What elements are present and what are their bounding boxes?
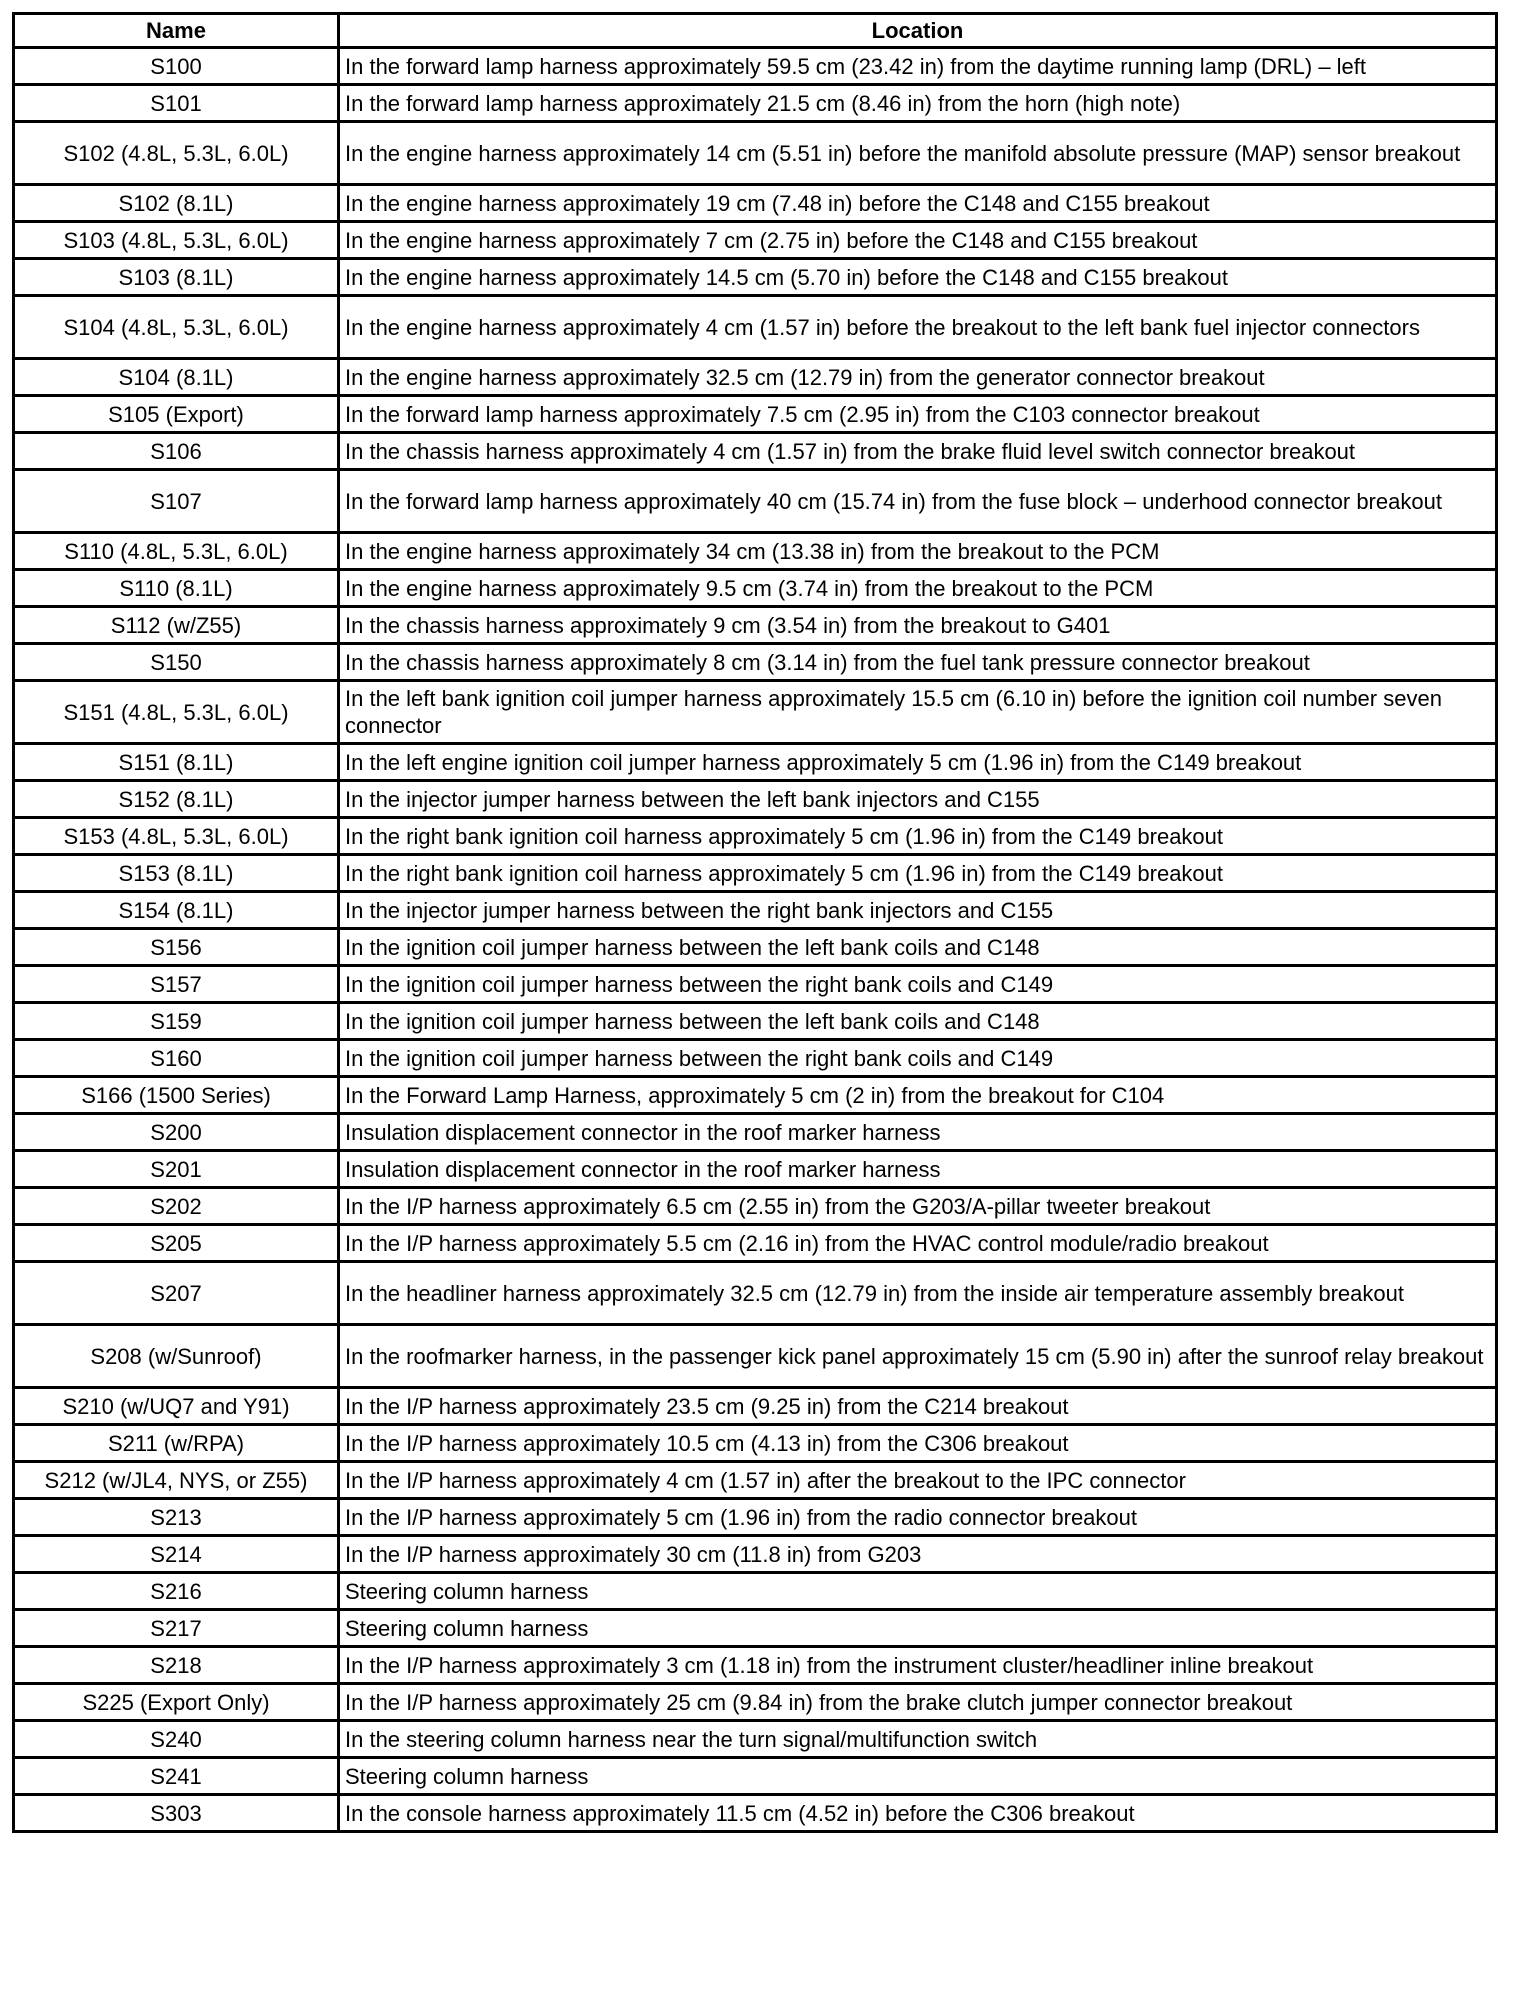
splice-location-cell: Steering column harness: [339, 1758, 1497, 1795]
splice-name-cell: S104 (4.8L, 5.3L, 6.0L): [14, 296, 339, 359]
table-row: [14, 1573, 1497, 1610]
splice-name-cell: S240: [14, 1721, 339, 1758]
table-row: [14, 607, 1497, 644]
table-row: [14, 681, 1497, 744]
table-row: [14, 1462, 1497, 1499]
splice-location-cell: In the right bank ignition coil harness approximately 5 cm (1.96 in) from the C149 breakout: [339, 855, 1497, 892]
splice-name-cell: S103 (8.1L): [14, 259, 339, 296]
splice-location-cell: In the I/P harness approximately 5 cm (1.96 in) from the radio connector breakout: [339, 1499, 1497, 1536]
splice-location-cell: In the I/P harness approximately 3 cm (1.18 in) from the instrument cluster/headliner inline breakout: [339, 1647, 1497, 1684]
splice-location-cell: In the I/P harness approximately 25 cm (9.84 in) from the brake clutch jumper connector breakout: [339, 1684, 1497, 1721]
table-row: [14, 533, 1497, 570]
splice-location-cell: In the injector jumper harness between the right bank injectors and C155: [339, 892, 1497, 929]
splice-location-cell: In the ignition coil jumper harness between the right bank coils and C149: [339, 966, 1497, 1003]
splice-name-cell: S241: [14, 1758, 339, 1795]
splice-location-cell: In the ignition coil jumper harness between the right bank coils and C149: [339, 1040, 1497, 1077]
table-row: [14, 1262, 1497, 1325]
splice-location-cell: In the forward lamp harness approximately 59.5 cm (23.42 in) from the daytime running lamp (DRL) – left: [339, 48, 1497, 85]
table-row: [14, 296, 1497, 359]
splice-name-cell: S152 (8.1L): [14, 781, 339, 818]
splice-location-cell: In the I/P harness approximately 23.5 cm (9.25 in) from the C214 breakout: [339, 1388, 1497, 1425]
splice-location-cell: In the console harness approximately 11.5 cm (4.52 in) before the C306 breakout: [339, 1795, 1497, 1832]
splice-location-cell: In the engine harness approximately 4 cm (1.57 in) before the breakout to the left bank fuel injector connectors: [339, 296, 1497, 359]
table-row: [14, 818, 1497, 855]
splice-name-cell: S100: [14, 48, 339, 85]
table-row: [14, 433, 1497, 470]
table-row: [14, 570, 1497, 607]
splice-location-cell: In the left engine ignition coil jumper harness approximately 5 cm (1.96 in) from the C149 breakout: [339, 744, 1497, 781]
splice-location-cell: In the forward lamp harness approximately 40 cm (15.74 in) from the fuse block – underhood connector breakout: [339, 470, 1497, 533]
splice-location-table: [12, 12, 1498, 1833]
table-row: [14, 1536, 1497, 1573]
table-row: [14, 259, 1497, 296]
table-row: [14, 1151, 1497, 1188]
splice-name-cell: S101: [14, 85, 339, 122]
splice-name-cell: S106: [14, 433, 339, 470]
splice-location-cell: In the engine harness approximately 7 cm (2.75 in) before the C148 and C155 breakout: [339, 222, 1497, 259]
splice-location-cell: In the I/P harness approximately 10.5 cm (4.13 in) from the C306 breakout: [339, 1425, 1497, 1462]
splice-location-cell: Steering column harness: [339, 1573, 1497, 1610]
splice-name-cell: S208 (w/Sunroof): [14, 1325, 339, 1388]
splice-name-cell: S107: [14, 470, 339, 533]
splice-location-cell: In the chassis harness approximately 9 cm (3.54 in) from the breakout to G401: [339, 607, 1497, 644]
splice-location-cell: In the engine harness approximately 14.5 cm (5.70 in) before the C148 and C155 breakout: [339, 259, 1497, 296]
splice-location-cell: In the Forward Lamp Harness, approximately 5 cm (2 in) from the breakout for C104: [339, 1077, 1497, 1114]
table-row: [14, 966, 1497, 1003]
splice-location-cell: In the ignition coil jumper harness between the left bank coils and C148: [339, 929, 1497, 966]
table-row: [14, 222, 1497, 259]
splice-name-cell: S225 (Export Only): [14, 1684, 339, 1721]
splice-name-cell: S151 (4.8L, 5.3L, 6.0L): [14, 681, 339, 744]
splice-location-cell: Steering column harness: [339, 1610, 1497, 1647]
splice-name-cell: S210 (w/UQ7 and Y91): [14, 1388, 339, 1425]
splice-location-cell: In the engine harness approximately 19 cm (7.48 in) before the C148 and C155 breakout: [339, 185, 1497, 222]
table-body: [14, 48, 1497, 1832]
splice-location-cell: In the engine harness approximately 34 cm (13.38 in) from the breakout to the PCM: [339, 533, 1497, 570]
splice-name-cell: S156: [14, 929, 339, 966]
splice-location-cell: In the right bank ignition coil harness approximately 5 cm (1.96 in) from the C149 breakout: [339, 818, 1497, 855]
table-row: [14, 744, 1497, 781]
table-row: [14, 1114, 1497, 1151]
splice-location-cell: Insulation displacement connector in the roof marker harness: [339, 1151, 1497, 1188]
table-row: [14, 1325, 1497, 1388]
table-row: [14, 1003, 1497, 1040]
splice-name-cell: S150: [14, 644, 339, 681]
table-row: [14, 1077, 1497, 1114]
table-row: [14, 1388, 1497, 1425]
table-row: [14, 359, 1497, 396]
splice-name-cell: S110 (4.8L, 5.3L, 6.0L): [14, 533, 339, 570]
splice-location-cell: In the engine harness approximately 32.5 cm (12.79 in) from the generator connector breakout: [339, 359, 1497, 396]
header-row: [14, 14, 1497, 48]
splice-name-cell: S104 (8.1L): [14, 359, 339, 396]
splice-name-cell: S166 (1500 Series): [14, 1077, 339, 1114]
table-row: [14, 122, 1497, 185]
splice-name-cell: S201: [14, 1151, 339, 1188]
splice-name-cell: S154 (8.1L): [14, 892, 339, 929]
splice-name-cell: S153 (8.1L): [14, 855, 339, 892]
splice-location-cell: In the chassis harness approximately 8 cm (3.14 in) from the fuel tank pressure connector breakout: [339, 644, 1497, 681]
table-row: [14, 855, 1497, 892]
splice-name-cell: S105 (Export): [14, 396, 339, 433]
splice-location-cell: In the engine harness approximately 9.5 cm (3.74 in) from the breakout to the PCM: [339, 570, 1497, 607]
table-row: [14, 470, 1497, 533]
splice-name-cell: S151 (8.1L): [14, 744, 339, 781]
header-location: Location: [339, 14, 1497, 48]
splice-name-cell: S303: [14, 1795, 339, 1832]
splice-name-cell: S103 (4.8L, 5.3L, 6.0L): [14, 222, 339, 259]
splice-name-cell: S157: [14, 966, 339, 1003]
table-row: [14, 396, 1497, 433]
table-row: [14, 85, 1497, 122]
splice-location-cell: In the I/P harness approximately 5.5 cm (2.16 in) from the HVAC control module/radio breakout: [339, 1225, 1497, 1262]
splice-location-cell: In the forward lamp harness approximately 7.5 cm (2.95 in) from the C103 connector breakout: [339, 396, 1497, 433]
splice-name-cell: S217: [14, 1610, 339, 1647]
splice-name-cell: S153 (4.8L, 5.3L, 6.0L): [14, 818, 339, 855]
table-row: [14, 1425, 1497, 1462]
splice-name-cell: S218: [14, 1647, 339, 1684]
table-row: [14, 892, 1497, 929]
splice-name-cell: S211 (w/RPA): [14, 1425, 339, 1462]
splice-location-cell: In the I/P harness approximately 30 cm (11.8 in) from G203: [339, 1536, 1497, 1573]
splice-location-cell: In the roofmarker harness, in the passenger kick panel approximately 15 cm (5.90 in) after the sunroof relay breakout: [339, 1325, 1497, 1388]
splice-location-cell: Insulation displacement connector in the roof marker harness: [339, 1114, 1497, 1151]
splice-name-cell: S102 (4.8L, 5.3L, 6.0L): [14, 122, 339, 185]
header-name: Name: [14, 14, 339, 48]
splice-location-cell: In the steering column harness near the turn signal/multifunction switch: [339, 1721, 1497, 1758]
splice-location-cell: In the left bank ignition coil jumper harness approximately 15.5 cm (6.10 in) before the ignition coil number seven connector: [339, 681, 1497, 744]
splice-name-cell: S214: [14, 1536, 339, 1573]
splice-name-cell: S213: [14, 1499, 339, 1536]
table-row: [14, 1040, 1497, 1077]
splice-name-cell: S207: [14, 1262, 339, 1325]
splice-location-cell: In the I/P harness approximately 4 cm (1.57 in) after the breakout to the IPC connector: [339, 1462, 1497, 1499]
splice-location-cell: In the engine harness approximately 14 cm (5.51 in) before the manifold absolute pressure (MAP) sensor breakout: [339, 122, 1497, 185]
splice-name-cell: S112 (w/Z55): [14, 607, 339, 644]
table-row: [14, 781, 1497, 818]
splice-location-cell: In the headliner harness approximately 32.5 cm (12.79 in) from the inside air temperature assembly breakout: [339, 1262, 1497, 1325]
table-row: [14, 1225, 1497, 1262]
splice-location-cell: In the forward lamp harness approximately 21.5 cm (8.46 in) from the horn (high note): [339, 85, 1497, 122]
splice-name-cell: S200: [14, 1114, 339, 1151]
table-row: [14, 1721, 1497, 1758]
splice-name-cell: S212 (w/JL4, NYS, or Z55): [14, 1462, 339, 1499]
table-row: [14, 1499, 1497, 1536]
table-row: [14, 185, 1497, 222]
table-row: [14, 1610, 1497, 1647]
splice-location-cell: In the chassis harness approximately 4 cm (1.57 in) from the brake fluid level switch connector breakout: [339, 433, 1497, 470]
table-row: [14, 929, 1497, 966]
table-row: [14, 48, 1497, 85]
table-row: [14, 1795, 1497, 1832]
table-row: [14, 644, 1497, 681]
table-row: [14, 1647, 1497, 1684]
splice-name-cell: S216: [14, 1573, 339, 1610]
splice-location-cell: In the ignition coil jumper harness between the left bank coils and C148: [339, 1003, 1497, 1040]
splice-name-cell: S110 (8.1L): [14, 570, 339, 607]
splice-name-cell: S160: [14, 1040, 339, 1077]
splice-name-cell: S102 (8.1L): [14, 185, 339, 222]
splice-name-cell: S205: [14, 1225, 339, 1262]
table-row: [14, 1188, 1497, 1225]
splice-name-cell: S159: [14, 1003, 339, 1040]
table-row: [14, 1684, 1497, 1721]
splice-location-cell: In the injector jumper harness between the left bank injectors and C155: [339, 781, 1497, 818]
splice-name-cell: S202: [14, 1188, 339, 1225]
table-row: [14, 1758, 1497, 1795]
splice-location-cell: In the I/P harness approximately 6.5 cm (2.55 in) from the G203/A-pillar tweeter breakout: [339, 1188, 1497, 1225]
